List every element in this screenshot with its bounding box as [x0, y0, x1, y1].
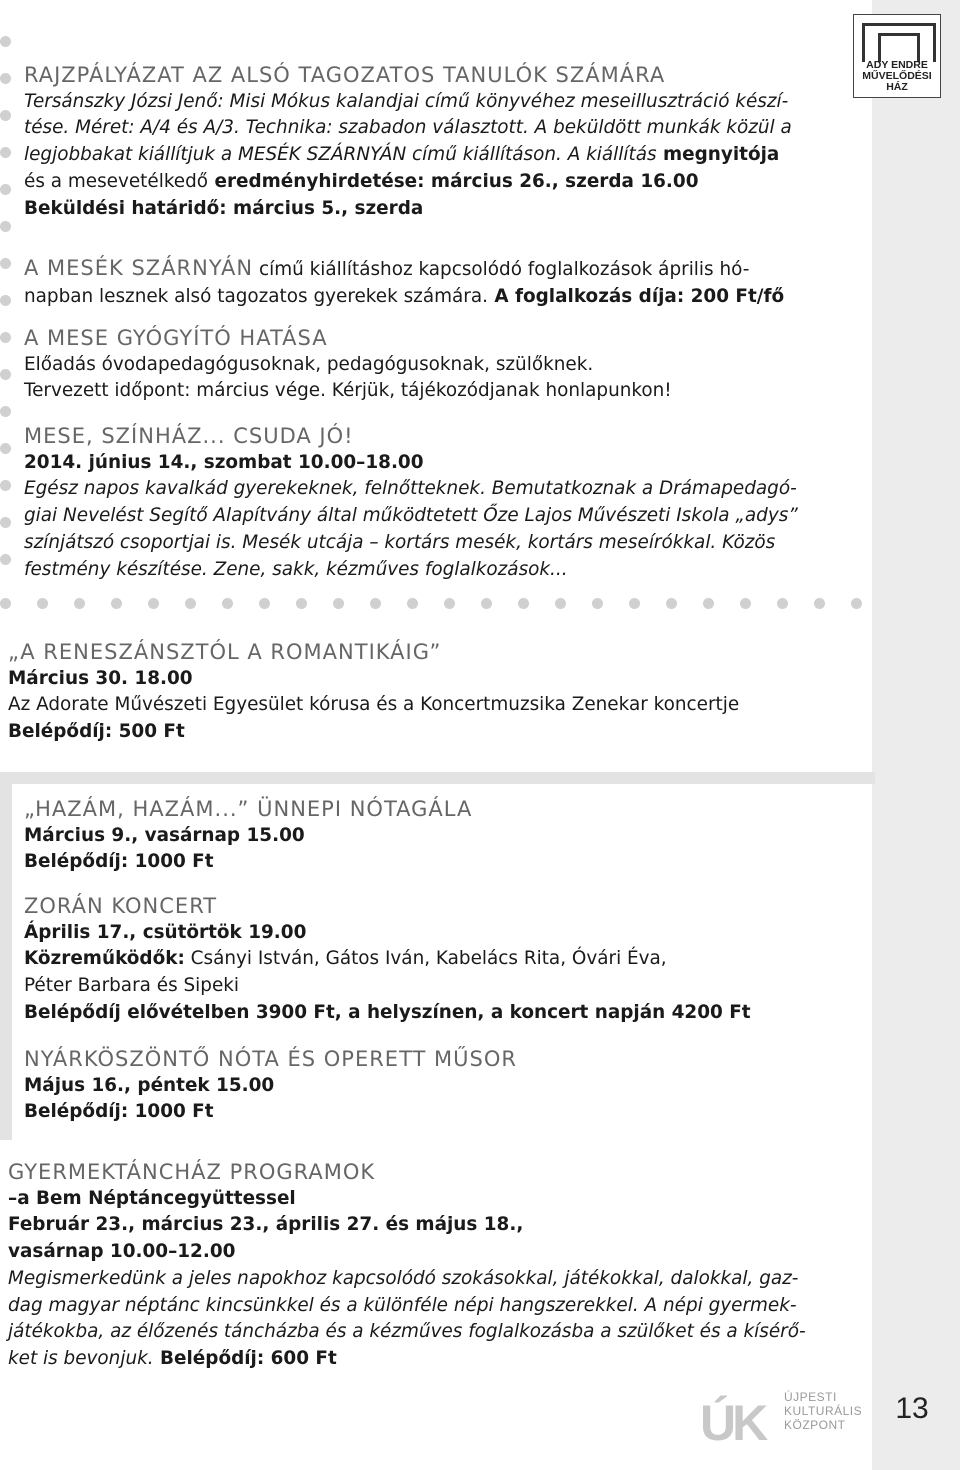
section-title: A MESE GYÓGYÍTÓ HATÁSA: [24, 326, 328, 350]
section-mesek-szarnyan: [24, 255, 784, 310]
text-line: [24, 142, 792, 169]
text-line: giai Nevelést Segítő Alapítvány által működtetett Őze Lajos Művészeti Iskola „adys”: [24, 505, 798, 527]
section-title: GYERMEKTÁNCHÁZ PROGRAMOK: [8, 1160, 376, 1184]
deadline: Beküldési határidő: március 5., szerda: [24, 197, 424, 219]
event-description: Az Adorate Művészeti Egyesület kórusa és a Koncertmuzsika Zenekar koncertje: [8, 694, 740, 716]
text-line: [24, 284, 784, 311]
text-span: Csányi István, Gátos Iván, Kabelács Rita, Óvári Éva,: [184, 948, 667, 970]
uk-logo-line2: KULTURÁLIS: [784, 1404, 863, 1418]
subtitle: –a Bem Néptáncegyüttessel: [8, 1187, 296, 1209]
text-line: Tervezett időpont: március vége. Kérjük, tájékozódjanak honlapunkon!: [24, 380, 672, 402]
fee: Belépődíj elővételben 3900 Ft, a helyszínen, a koncert napján 4200 Ft: [24, 1001, 751, 1023]
bottom-dot-border: [0, 598, 880, 612]
section-rajzpalyazat: [24, 62, 792, 222]
contrib-label: Közreműködők:: [24, 948, 185, 970]
text-line: tése. Méret: A/4 és A/3. Technika: szabadon választott. A beküldött munkák közül a: [24, 117, 792, 139]
section-title: NYÁRKÖSZÖNTŐ NÓTA ÉS OPERETT MŰSOR: [24, 1047, 517, 1071]
event-date: Május 16., péntek 15.00: [24, 1074, 275, 1096]
page-number: 13: [895, 1392, 929, 1425]
text-line: Péter Barbara és Sipeki: [24, 975, 240, 997]
fee: Belépődíj: 1000 Ft: [24, 1101, 214, 1123]
ujpesti-kulturalis-kozpont-logo: [700, 1388, 863, 1451]
fee: Belépődíj: 1000 Ft: [24, 851, 214, 873]
section-nyarkoszonto: [24, 1046, 517, 1126]
text-line: [24, 946, 751, 973]
uk-logo-line1: ÚJPESTI: [784, 1390, 837, 1404]
text-span: című kiállításhoz kapcsolódó foglalkozások április hó-: [253, 259, 750, 280]
fee: A foglalkozás díja: 200 Ft/fő: [487, 285, 785, 307]
event-date: Március 9., vasárnap 15.00: [24, 824, 305, 846]
text-line: Tersánszky Józsi Jenő: Misi Mókus kalandjai című könyvéhez meseillusztráció készí-: [24, 90, 789, 112]
side-strip: [872, 0, 960, 1470]
text-span: ket is bevonjuk.: [8, 1347, 154, 1369]
section-title: RAJZPÁLYÁZAT AZ ALSÓ TAGOZATOS TANULÓK SZÁMÁRA: [24, 63, 666, 87]
uk-logo-text: [784, 1390, 862, 1432]
fee: Belépődíj: 500 Ft: [8, 721, 185, 743]
section-title: MESE, SZÍNHÁZ... CSUDA JÓ!: [24, 424, 354, 448]
section-title: „A RENESZÁNSZTÓL A ROMANTIKÁIG”: [8, 640, 442, 664]
event-date: Február 23., március 23., április 27. és május 18.,: [8, 1214, 524, 1236]
text-span: napban lesznek alsó tagozatos gyerekek számára.: [24, 285, 488, 307]
house-inner-icon: [878, 33, 920, 62]
text-line: [24, 169, 792, 196]
uk-logo-line3: KÖZPONT: [784, 1418, 846, 1432]
event-date: vasárnap 10.00–12.00: [8, 1241, 236, 1263]
text-span: legjobbakat kiállítjuk a MESÉK SZÁRNYÁN című kiállításon. A kiállítás: [24, 144, 657, 166]
text-line: színjátszó csoportjai is. Mesék utcája – kortárs mesék, kortárs meseírókkal. Közös: [24, 531, 776, 553]
text-line: [24, 255, 784, 284]
fee: Belépődíj: 600 Ft: [153, 1347, 337, 1369]
text-line: Megismerkedünk a jeles napokhoz kapcsolódó szokásokkal, játékokkal, dalokkal, gaz-: [8, 1267, 799, 1289]
section-hazam-hazam: [24, 796, 472, 876]
text-line: dag magyar néptánc kincsünkkel és a különféle népi hangszerekkel. A népi gyermek-: [8, 1294, 797, 1316]
bold-span: eredményhirdetése: március 26., szerda 16.00: [208, 170, 699, 192]
text-line: Egész napos kavalkád gyerekeknek, felnőtteknek. Bemutatkoznak a Drámapedagó-: [24, 478, 797, 500]
section-title: „HAZÁM, HAZÁM...” ÜNNEPI NÓTAGÁLA: [24, 797, 473, 821]
section-mese-gyogyito: [24, 325, 672, 405]
event-date: Április 17., csütörtök 19.00: [24, 921, 307, 943]
text-line: játékokba, az élőzenés táncházba és a kézműves foglalkozásba a szülőket és a kísérő-: [8, 1321, 806, 1343]
frame-top: [0, 772, 875, 784]
section-title: ZORÁN KONCERT: [24, 894, 218, 918]
text-line: [8, 1346, 806, 1373]
frame-left: [0, 772, 12, 1140]
section-mese-szinhaz: [24, 423, 798, 583]
uk-logo-mark: ÚK: [700, 1395, 765, 1451]
ady-endre-logo: [853, 14, 941, 98]
section-gyermektanchaz: [8, 1159, 806, 1373]
ady-logo-text: [854, 60, 940, 93]
text-line: Előadás óvodapedagógusoknak, pedagógusoknak, szülőknek.: [24, 353, 594, 375]
ady-logo-line1: ADY ENDRE: [866, 59, 928, 71]
ady-logo-line2: MŰVELŐDÉSI HÁZ: [862, 70, 932, 93]
text-line: festmény készítése. Zene, sakk, kézműves foglalkozások...: [24, 558, 568, 580]
section-reneszansz: [8, 639, 739, 746]
section-zoran-koncert: [24, 893, 751, 1027]
text-span: és a mesevetélkedő: [24, 170, 209, 192]
event-date: Március 30. 18.00: [8, 667, 193, 689]
left-dot-border: [0, 36, 14, 596]
bold-span: megnyitója: [656, 144, 780, 166]
section-title: A MESÉK SZÁRNYÁN: [24, 256, 254, 280]
event-date: 2014. június 14., szombat 10.00–18.00: [24, 451, 424, 473]
